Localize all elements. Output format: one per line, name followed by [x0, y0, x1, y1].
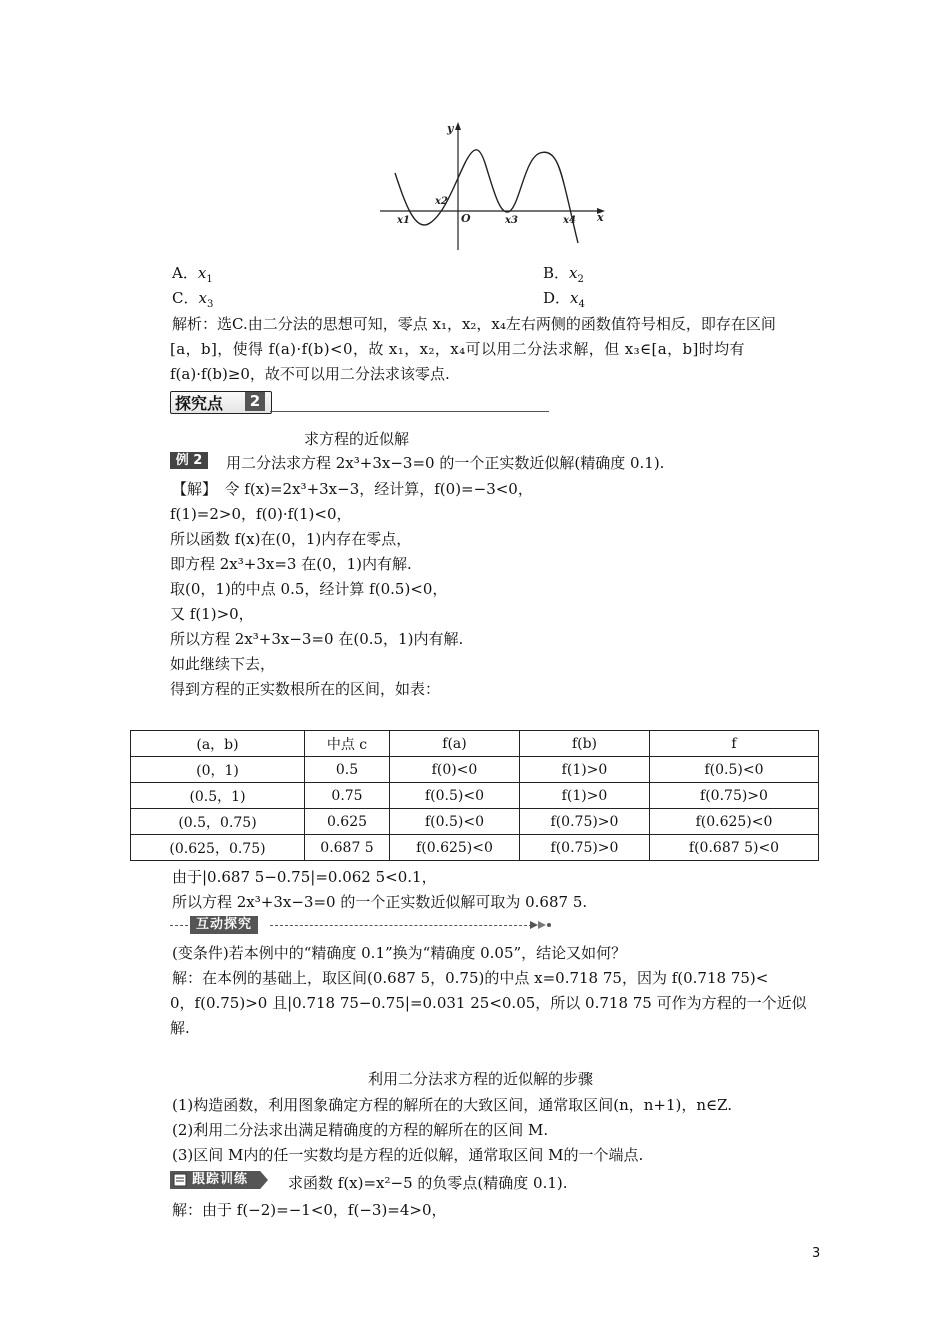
table-cell: f(0.5)<0: [390, 783, 520, 809]
after-table-line-2: 所以方程 2x³+3x−3=0 的一个正实数近似解可取为 0.687 5.: [172, 893, 588, 911]
table-cell: f(1)>0: [520, 757, 650, 783]
table-header: f(a): [390, 731, 520, 757]
solution-step-6: 又 f(1)>0，: [170, 605, 254, 623]
analysis-line-1: 解析：选C.由二分法的思想可知，零点 x₁，x₂，x₄左右两侧的函数值符号相反，即存在区间: [172, 315, 776, 333]
table-header: f: [650, 731, 819, 757]
training-badge-label: 跟踪训练: [192, 1172, 249, 1187]
option-c: C．$x_3$: [172, 289, 214, 310]
table-cell: f(0.625)<0: [390, 835, 520, 861]
interactive-answer-line-2: 0，f(0.75)>0 且|0.718 75−0.75|=0.031 25<0.05，所以 0.718 75 可作为方程的一个近似: [170, 994, 807, 1012]
table-header: (a，b): [131, 731, 305, 757]
table-cell: 0.687 5: [305, 835, 390, 861]
interactive-answer-line-3: 解.: [170, 1019, 190, 1037]
function-curve: [395, 150, 578, 243]
point-label-x4: x4: [563, 215, 576, 226]
table-header: 中点 c: [305, 731, 390, 757]
example-question: 用二分法求方程 2x³+3x−3=0 的一个正实数近似解(精确度 0.1).: [226, 454, 665, 472]
point-label-x1: x1: [397, 215, 410, 226]
table-cell: (0.5，1): [131, 783, 305, 809]
interactive-dash-right: [270, 925, 532, 926]
table-cell: f(0.5)<0: [650, 757, 819, 783]
option-b: B．$x_2$: [543, 264, 584, 285]
interactive-dash-left: [170, 925, 188, 926]
page-number: 3: [812, 1246, 821, 1261]
option-a: A．$x_1$: [172, 264, 213, 285]
table-cell: f(1)>0: [520, 783, 650, 809]
notebook-icon: [173, 1173, 187, 1187]
solution-step-5: 取(0，1)的中点 0.5，经计算 f(0.5)<0，: [170, 580, 448, 598]
x-axis-label: x: [597, 211, 604, 224]
table-cell: (0.5，0.75): [131, 809, 305, 835]
origin-label: O: [461, 212, 471, 225]
table-header-row: [131, 731, 819, 757]
table-row: [131, 783, 819, 809]
table-cell: f(0.5)<0: [390, 809, 520, 835]
table-cell: f(0.625)<0: [650, 809, 819, 835]
table-cell: 0.625: [305, 809, 390, 835]
table-cell: f(0.75)>0: [520, 835, 650, 861]
table-cell: 0.75: [305, 783, 390, 809]
training-question: 求函数 f(x)=x²−5 的负零点(精确度 0.1).: [288, 1174, 568, 1192]
y-axis-arrow-icon: [455, 122, 461, 130]
section-number-badge: 2: [245, 392, 265, 411]
interactive-badge: 互动探究: [190, 916, 258, 934]
example-badge: 例 2: [170, 452, 208, 469]
interactive-answer-line-1: 解：在本例的基础上，取区间(0.687 5，0.75)的中点 x=0.718 75，因为 f(0.718 75)<: [172, 969, 769, 987]
bisection-table: [130, 730, 819, 861]
table-cell: (0.625，0.75): [131, 835, 305, 861]
section-header-label: 探究点: [175, 394, 224, 413]
function-graph: [375, 118, 615, 253]
analysis-line-2: [a，b]，使得 f(a)·f(b)<0，故 x₁，x₂，x₄可以用二分法求解，但 x₃∈[a，b]时均有: [170, 340, 745, 358]
table-cell: f(0.75)>0: [520, 809, 650, 835]
interactive-question: (变条件)若本例中的“精确度 0.1”换为“精确度 0.05”，结论又如何？: [172, 944, 627, 962]
analysis-line-3: f(a)·f(b)≥0，故不可以用二分法求该零点.: [170, 365, 450, 383]
steps-title: 利用二分法求方程的近似解的步骤: [368, 1070, 594, 1088]
after-table-line-1: 由于|0.687 5−0.75|=0.062 5<0.1，: [172, 868, 437, 886]
table-row: [131, 757, 819, 783]
steps-item-3: (3)区间 M内的任一实数均是方程的近似解，通常取区间 M的一个端点.: [172, 1146, 644, 1164]
table-cell: f(0.75)>0: [650, 783, 819, 809]
training-answer: 解：由于 f(−2)=−1<0，f(−3)=4>0，: [172, 1201, 447, 1219]
solution-step-9: 得到方程的正实数根所在的区间，如表：: [170, 680, 441, 698]
option-d: D．$x_4$: [543, 289, 585, 310]
solution-step-2: f(1)=2>0，f(0)·f(1)<0，: [170, 505, 352, 523]
table-row: [131, 835, 819, 861]
solution-step-7: 所以方程 2x³+3x−3=0 在(0.5，1)内有解.: [170, 630, 464, 648]
y-axis-label: y: [447, 122, 454, 135]
table-cell: (0，1): [131, 757, 305, 783]
solution-step-8: 如此继续下去，: [170, 655, 276, 673]
table-cell: f(0.687 5)<0: [650, 835, 819, 861]
solution-step-4: 即方程 2x³+3x=3 在(0，1)内有解.: [170, 555, 412, 573]
table-cell: f(0)<0: [390, 757, 520, 783]
steps-item-2: (2)利用二分法求出满足精确度的方程的解所在的区间 M.: [172, 1121, 549, 1139]
point-label-x3: x3: [505, 215, 518, 226]
solution-step-1: 【解】 令 f(x)=2x³+3x−3，经计算，f(0)=−3<0，: [172, 480, 533, 498]
table-cell: 0.5: [305, 757, 390, 783]
solution-step-3: 所以函数 f(x)在(0，1)内存在零点，: [170, 530, 412, 548]
table-header: f(b): [520, 731, 650, 757]
table-row: [131, 809, 819, 835]
point-label-x2: x2: [435, 196, 448, 207]
steps-item-1: (1)构造函数，利用图象确定方程的解所在的大致区间，通常取区间(n，n+1)，n∈Z.: [172, 1096, 733, 1114]
arrow-icon: [530, 919, 552, 931]
section-header-rule: [270, 411, 549, 412]
section-title: 求方程的近似解: [304, 430, 410, 448]
